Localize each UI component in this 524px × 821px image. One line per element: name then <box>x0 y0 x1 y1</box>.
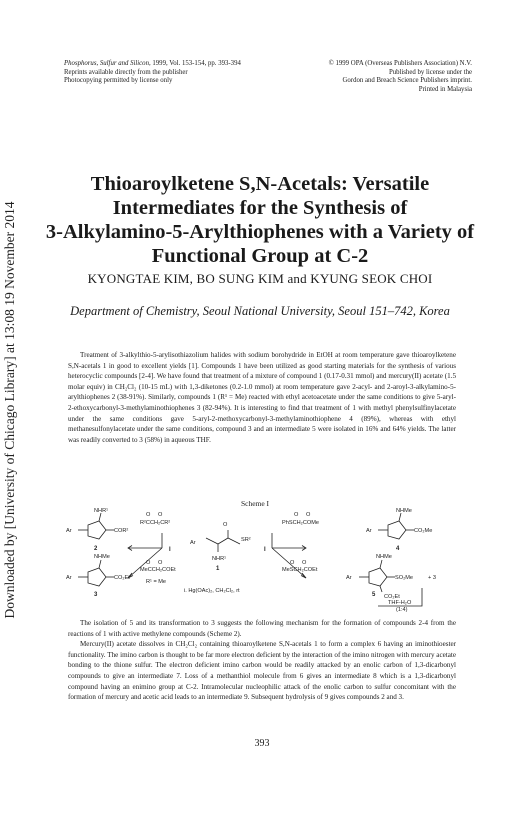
body-paragraph-1: Treatment of 3-alkylthio-5-arylisothiazolium halides with sodium borohydride in EtOH at room temperature gave thioaroylketene S,N-acetals 1 in good to excellent yields [1]. Compounds 1 have been utilized as good starting materials for the synthesis of various heterocyclic compounds [2-4]. We have found that treatment of a mixture of compound 1 (0.17-0.31 mmol) and mercury(II) acetate (1.5 molar equiv) in CH₂Cl₂ (10-15 mL) with 1,3-diketones (0.2-1.0 mmol) at room temperature gave 2-acyl- and 2-aroyl-3-alkylamino-5-arylthiophenes 2 (38-91%). Similarly, compounds 1 (R¹ = Me) reacted with ethyl acetoacetate under the same conditions to give 5-aryl-2-ethoxycarbonyl-3-methylaminothiophenes 3 (82-94%). It is interesting to find that treatment of 1 with methyl phenylsulfinylacetate under the same conditions gave 5-aryl-2-methoxycarbonyl-3-methylaminothiophene 4 (89%), whereas with ethyl methanesulfonylacetate under the same conditions, compound 3 and an intermediate 5 were isolated in 16% and 64% yields. The latter was readily converted to 3 (58%) in aqueous THF. <box>68 351 456 444</box>
step-i-label: I <box>169 547 171 553</box>
acetoacetate-reagent: MeCCH₂COEt <box>140 567 176 573</box>
oxo-label: O <box>290 560 295 566</box>
nhme-label: NHMe <box>94 554 110 560</box>
thf-water-label: THF-H₂O <box>388 600 412 606</box>
journal-name: Phosphorus, Sulfur and Silicon, <box>64 60 151 67</box>
compound-4-number: 4 <box>396 546 400 552</box>
nhr1-label: NHR¹ <box>212 556 226 562</box>
sulfinyl-reagent: PhSCH₂COMe <box>282 520 319 526</box>
compound-2-number: 2 <box>94 546 98 552</box>
download-note: Downloaded by [University of Chicago Library] at 13:08 19 November 2014 <box>2 201 17 619</box>
oxo-label: O <box>302 560 307 566</box>
oxo-label: O <box>146 560 151 566</box>
compound-5-number: 5 <box>372 592 376 598</box>
reaction-scheme <box>66 508 462 612</box>
nhr1-label: NHR¹ <box>94 508 108 514</box>
mechanism-detail: Mercury(II) acetate dissolves in CH₂Cl₂ containing thioaroylketene S,N-acetals 1 to form a complex 6 having an iminothioester functionality. The imino carbon is thought to be far more electron deficient by the interaction of the imino nitrogen with mercury acetate bonding to the thione sulfur. The electron deficient imino carbon would be readily attacked by an enolic carbon of 1,3-dicarbonyl compounds to give an intermediate 7. Loss of a methanthiol molecule from 6 gives an intermediate 8 which is a 1,3-dicarbonyl compound having an enimino group at C-2. Intramolecular nucleophilic attack of the enolic carbon to sulfur concomitant with the formation of mercury and acetic acid leads to an intermediate 9. Subsequent hydrolysis of 9 gives compounds 2 and 3. <box>68 640 456 702</box>
aryl-label: Ar <box>190 540 196 546</box>
oxo-label: O <box>158 560 163 566</box>
author-list: KYONGTAE KIM, BO SUNG KIM and KYUNG SEOK CHOI <box>87 271 433 286</box>
reprints-note: Reprints available directly from the publisher <box>64 68 188 76</box>
sr2-label: SR² <box>241 537 251 543</box>
scheme-label: Scheme I <box>240 499 270 508</box>
compound-3-number: 3 <box>94 592 98 598</box>
mechanism-intro: The isolation of 5 and its transformation to 3 suggests the following mechanism for the formation of compounds 2-4 from the reactions of 1 with active methylene compounds (Scheme 2). <box>68 619 456 638</box>
co2me-label: CO₂Me <box>414 528 433 534</box>
so2me-label: SO₂Me <box>395 575 414 581</box>
aryl-label: Ar <box>66 528 72 534</box>
oxo-label: O <box>294 512 299 518</box>
title-line-1: Thioaroylketene S,N-Acetals: Versatile <box>90 173 430 195</box>
journal-citation: 1999, Vol. 153-154, pp. 393-394 <box>150 60 241 67</box>
photocopy-note: Photocopying permitted by license only <box>64 77 173 85</box>
printed-line: Printed in Malaysia <box>418 85 472 93</box>
reaction-conditions: i. Hg(OAc)₂, CH₂Cl₂, rt <box>184 588 240 594</box>
download-watermark <box>0 0 20 821</box>
aryl-label: Ar <box>66 575 72 581</box>
oxo-label: O <box>306 512 311 518</box>
journal-header-left <box>64 60 279 86</box>
page-number: 393 <box>254 738 270 749</box>
title-line-2: Intermediates for the Synthesis of <box>112 197 408 219</box>
journal-header-right <box>268 60 472 94</box>
solvent-ratio: (1:4) <box>396 607 408 612</box>
sulfonyl-reagent: MeSCH₂COEt <box>282 567 318 573</box>
diketone-reagent: R²CCH₂CR² <box>140 520 171 526</box>
cor2-label: COR² <box>114 528 129 534</box>
thiophene-ring-2 <box>88 521 106 539</box>
co2et-label: CO₂Et <box>114 575 130 581</box>
co2et-label: CO₂Et <box>384 594 400 600</box>
aryl-label: Ar <box>366 528 372 534</box>
thio-label: O <box>223 522 228 528</box>
title-line-4: Functional Group at C-2 <box>151 245 369 267</box>
body-paragraph-2 <box>68 618 456 703</box>
aryl-label: Ar <box>346 575 352 581</box>
license-line: Published by license under the <box>388 68 472 76</box>
nhme-label: NHMe <box>396 508 412 514</box>
r1-me-label: R¹ = Me <box>146 579 167 585</box>
plus-3-label: + 3 <box>428 575 436 581</box>
title-line-3: 3-Alkylamino-5-Arylthiophenes with a Variety of <box>45 221 475 243</box>
copyright-line: © 1999 OPA (Overseas Publishers Association) N.V. <box>328 60 472 67</box>
affiliation: Department of Chemistry, Seoul National University, Seoul 151–742, Korea <box>70 304 450 318</box>
step-i-label: I <box>264 547 266 553</box>
article-title <box>40 172 480 268</box>
thiophene-ring-4 <box>388 521 406 539</box>
nhme-label: NHMe <box>376 554 392 560</box>
oxo-label: O <box>146 512 151 518</box>
thiophene-ring-5 <box>369 568 387 586</box>
compound-1-number: 1 <box>216 566 220 572</box>
oxo-label: O <box>158 512 163 518</box>
ketene-acetal-chain <box>206 538 240 544</box>
thiophene-ring-3 <box>88 568 106 586</box>
imprint-line: Gordon and Breach Science Publishers imprint. <box>342 77 472 85</box>
